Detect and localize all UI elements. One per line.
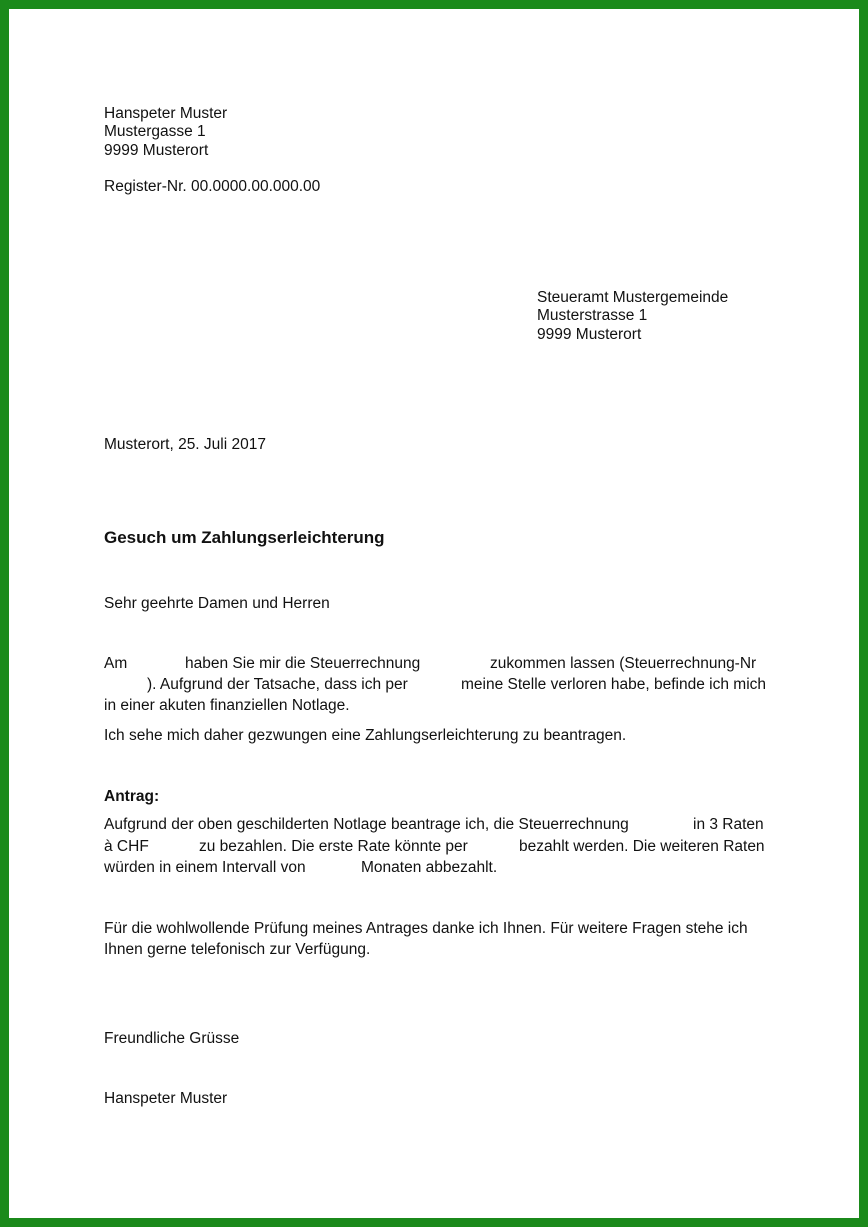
closing-line1: Für die wohlwollende Prüfung meines Antrages danke ich Ihnen. Für weitere Fragen stehe ich <box>104 920 748 937</box>
p1-line1-middle: haben Sie mir die Steuerrechnung <box>185 655 421 672</box>
recipient-name: Steueramt Mustergemeinde <box>537 289 729 306</box>
antrag-line2-end: bezahlt werden. Die weiteren Raten <box>519 838 765 855</box>
antrag-line3-end: Monaten abbezahlt. <box>361 859 498 876</box>
antrag-line1-start: Aufgrund der oben geschilderten Notlage beantrage ich, die Steuerrechnung <box>104 816 629 833</box>
p1-line1-end: zukommen lassen (Steuerrechnung-Nr <box>490 655 757 672</box>
p1-line1-start: Am <box>104 655 128 672</box>
letter-date: Musterort, 25. Juli 2017 <box>104 436 266 453</box>
antrag-line2-start: à CHF <box>104 838 149 855</box>
signature-name: Hanspeter Muster <box>104 1090 228 1107</box>
p1-line2-start: ). Aufgrund der Tatsache, dass ich per <box>147 676 408 693</box>
greeting: Freundliche Grüsse <box>104 1030 240 1047</box>
sender-name: Hanspeter Muster <box>104 105 228 122</box>
p1-line2-end: meine Stelle verloren habe, befinde ich mich <box>461 676 767 693</box>
salutation: Sehr geehrte Damen und Herren <box>104 595 330 612</box>
letter-subject: Gesuch um Zahlungserleichterung <box>104 528 385 547</box>
recipient-city: 9999 Musterort <box>537 326 642 343</box>
antrag-heading: Antrag: <box>104 788 160 805</box>
antrag-line1-end: in 3 Raten <box>693 816 764 833</box>
paragraph-2: Ich sehe mich daher gezwungen eine Zahlungserleichterung zu beantragen. <box>104 727 627 744</box>
recipient-street: Musterstrasse 1 <box>537 307 648 324</box>
sender-register: Register-Nr. 00.0000.00.000.00 <box>104 178 321 195</box>
closing-line2: Ihnen gerne telefonisch zur Verfügung. <box>104 941 371 958</box>
sender-city: 9999 Musterort <box>104 142 209 159</box>
antrag-line2-middle: zu bezahlen. Die erste Rate könnte per <box>199 838 468 855</box>
sender-street: Mustergasse 1 <box>104 123 206 140</box>
p1-line3: in einer akuten finanziellen Notlage. <box>104 697 350 714</box>
antrag-line3-start: würden in einem Intervall von <box>104 859 306 876</box>
